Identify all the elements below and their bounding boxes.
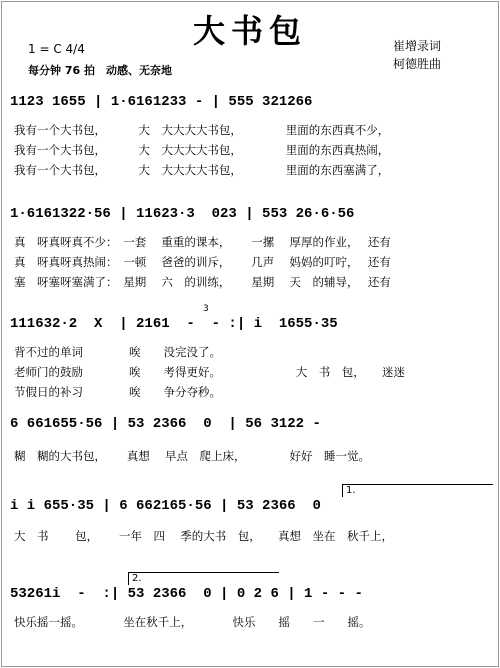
lyric-line: 我有一个大书包， 大 大大大大书包， 里面的东西塞满了，: [14, 163, 390, 177]
lyric-line: 真 呀真呀真热闹： 一顿 爸爸的训斥， 几声 妈妈的叮咛， 还有: [14, 255, 391, 269]
notation-row-2: [10, 204, 490, 228]
lyric-line: 背不过的单词 唉 没完没了。: [14, 345, 221, 359]
notation-line: 53261i - :| 53 2366 0 | 0 2 6 | 1 - - -: [10, 586, 363, 602]
notation-row-6: [10, 584, 490, 608]
volta-bracket-1: 1.: [342, 484, 493, 497]
lyric-line: 快乐摇一摇。 坐在秋千上， 快乐 摇 一 摇。: [14, 615, 371, 629]
lyric-line: 真 呀真呀真不少： 一套 重重的课本， 一摞 厚厚的作业， 还有: [14, 235, 391, 249]
notation-row-4: [10, 414, 490, 438]
triplet-mark: 3: [203, 304, 209, 314]
notation-line: i i 655·35 | 6 662165·56 | 53 2366 0: [10, 498, 321, 514]
tempo-marking: 每分钟 76 拍 动感、无奈地: [28, 64, 172, 77]
lyric-line: 塞 呀塞呀塞满了： 星期 六 的训练， 星期 天 的辅导， 还有: [14, 275, 391, 289]
lyric-line: 老师门的鼓励 唉 考得更好。 大 书 包， 迷迷: [14, 365, 405, 379]
notation-row-3: [10, 314, 490, 338]
notation-row-5: [10, 496, 490, 520]
lyric-line: 大 书 包， 一年 四 季的大书 包， 真想 坐在 秋千上，: [14, 529, 393, 543]
lyric-line: 糊 糊的大书包， 真想 早点 爬上床， 好好 睡一觉。: [14, 449, 370, 463]
notation-line: 111632·2 X | 2161 - - :| i 1655·35: [10, 316, 338, 332]
volta-bracket-2: 2.: [128, 572, 279, 585]
notation-line: 1·6161322·56 | 11623·3 023 | 553 26·6·56: [10, 206, 355, 222]
lyricist-credit: 崔增录词: [393, 39, 442, 53]
notation-line: 1123 1655 | 1·6161233 - | 555 321266: [10, 94, 313, 110]
notation-row-1: [10, 92, 490, 116]
notation-line: 6 661655·56 | 53 2366 0 | 56 3122 -: [10, 416, 321, 432]
lyric-line: 我有一个大书包， 大 大大大大书包， 里面的东西真不少，: [14, 123, 390, 137]
lyric-line: 我有一个大书包， 大 大大大大书包， 里面的东西真热闹，: [14, 143, 390, 157]
song-title: 大书包: [192, 12, 307, 50]
key-signature: 1 = C 4/4: [28, 42, 85, 56]
composer-credit: 柯德胜曲: [393, 57, 442, 71]
lyric-line: 节假日的补习 唉 争分夺秒。: [14, 385, 221, 399]
